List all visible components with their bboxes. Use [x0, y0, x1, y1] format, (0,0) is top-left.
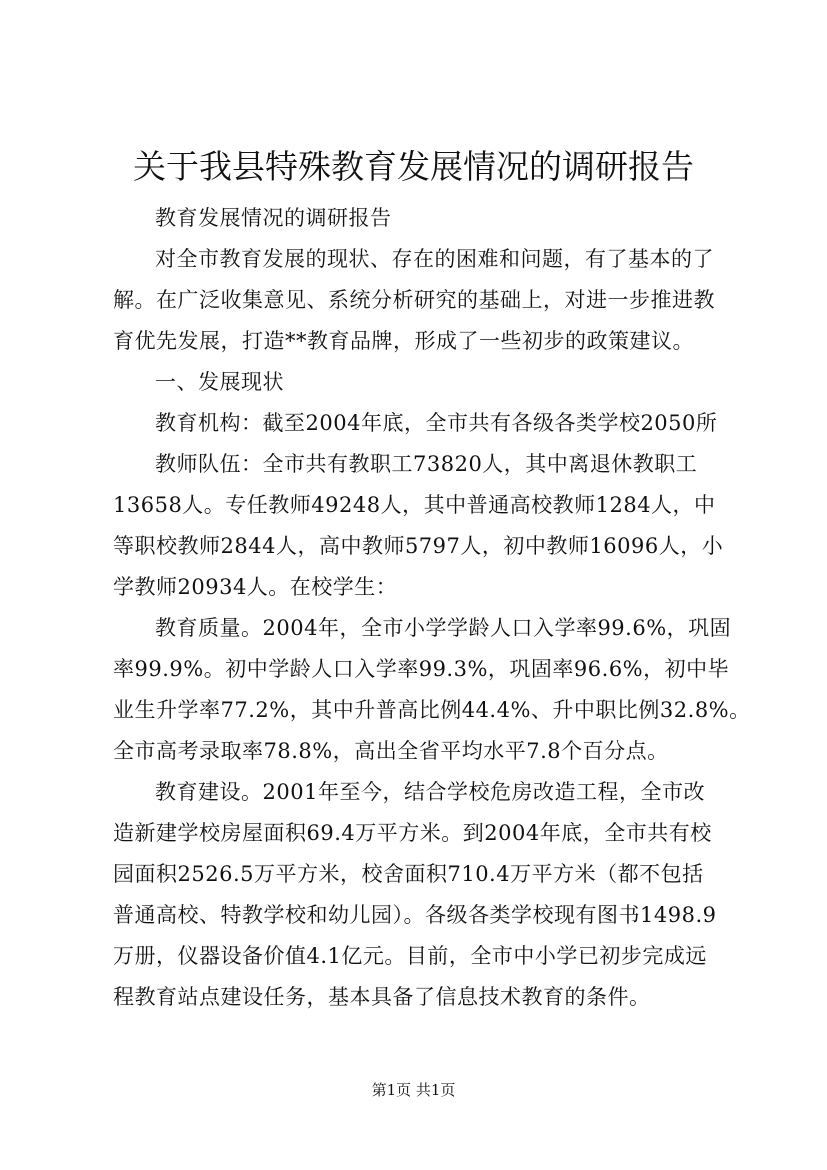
page-footer: 第1页 共1页	[371, 1081, 456, 1099]
paragraph-line: 万册，仪器设备价值4.1亿元。目前，全市中小学已初步完成远	[113, 944, 707, 968]
paragraph-line: 一、发展现状	[155, 370, 284, 394]
paragraph-line: 13658人。专任教师49248人，其中普通高校教师1284人，中	[113, 493, 716, 517]
paragraph-line: 教育建设。2001年至今，结合学校危房改造工程，全市改	[155, 780, 705, 804]
document-title: 关于我县特殊教育发展情况的调研报告	[133, 147, 694, 186]
paragraph-line: 学教师20934人。在校学生：	[113, 575, 398, 599]
paragraph-line: 普通高校、特教学校和幼儿园）。各级各类学校现有图书1498.9	[113, 903, 717, 927]
paragraph-line: 率99.9%。初中学龄人口入学率99.3%，巩固率96.6%，初中毕	[113, 657, 730, 681]
paragraph-line: 育优先发展，打造**教育品牌，形成了一些初步的政策建议。	[113, 329, 694, 353]
paragraph-line: 等职校教师2844人，高中教师5797人，初中教师16096人，小	[113, 534, 724, 558]
paragraph-line: 解。在广泛收集意见、系统分析研究的基础上，对进一步推进教	[113, 288, 715, 312]
paragraph-line: 程教育站点建设任务，基本具备了信息技术教育的条件。	[113, 985, 651, 1009]
paragraph-line: 业生升学率77.2%，其中升普高比例44.4%、升中职比例32.8%。	[113, 698, 751, 722]
paragraph-line: 教育机构：截至2004年底，全市共有各级各类学校2050所	[155, 411, 718, 435]
paragraph-line: 造新建学校房屋面积69.4万平方米。到2004年底，全市共有校	[113, 821, 712, 845]
paragraph-line: 全市高考录取率78.8%，高出全省平均水平7.8个百分点。	[113, 739, 669, 763]
paragraph-line: 教师队伍：全市共有教职工73820人，其中离退休教职工	[155, 452, 698, 476]
document-body	[113, 198, 751, 1018]
paragraph-line: 园面积2526.5万平方米，校舍面积710.4万平方米（都不包括	[113, 862, 704, 886]
paragraph-line: 对全市教育发展的现状、存在的困难和问题，有了基本的了	[155, 247, 714, 271]
paragraph-line: 教育发展情况的调研报告	[155, 206, 392, 230]
paragraph-line: 教育质量。2004年，全市小学学龄人口入学率99.6%，巩固	[155, 616, 732, 640]
